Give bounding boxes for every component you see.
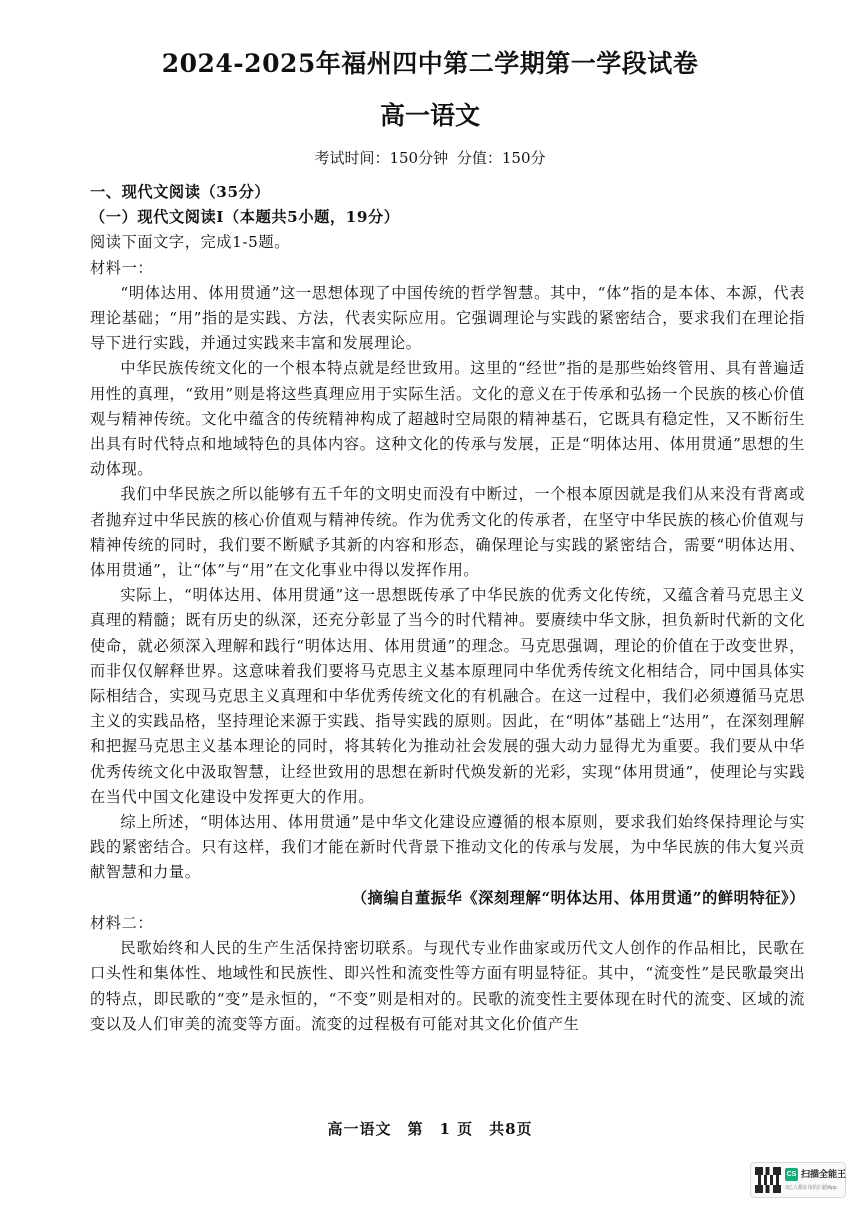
exam-time: 考试时间：150分钟 <box>314 149 449 167</box>
material1-paragraph-2: 中华民族传统文化的一个根本特点就是经世致用。这里的“经世”指的是那些始终管用、具有普遍适用性的真理，“致用”则是将这些真理应用于实际生活。文化的意义在于传承和弘扬一个民族的核心价值观与精神传统。文化中蕴含的传统精神构成了超越时空局限的精神基石，它既具有稳定性，又不断衍生出具有时代特点和地域特色的具体内容。这种文化的传承与发展，正是“明体达用、体用贯通”思想的生动体现。 <box>90 359 805 479</box>
scanner-watermark-badge <box>750 1162 846 1198</box>
section-instruction: 阅读下面文字，完成1-5题。 <box>90 233 290 252</box>
section-part-title: 一、现代文阅读（35分） <box>90 183 271 201</box>
material1-source: （摘编自董振华《深刻理解“明体达用、体用贯通”的鲜明特征》） <box>351 888 805 907</box>
exam-title: 2024-2025年福州四中第二学期第一学段试卷 <box>161 49 699 78</box>
scanner-app-slogan: 3亿人都在用的扫描App <box>785 1185 837 1191</box>
material1-paragraph-5: 综上所述，“明体达用、体用贯通”是中华文化建设应遵循的根本原则，要求我们始终保持理论与实践的紧密结合。只有这样，我们才能在新时代背景下推动文化的传承与发展，为中华民族的伟大复兴贡献智慧和力量。 <box>90 813 805 882</box>
exam-info <box>0 147 860 168</box>
section-sub-title: （一）现代文阅读Ⅰ（本题共5小题，19分） <box>90 208 400 227</box>
subject-title: 高一语文 <box>379 101 480 130</box>
material2-label: 材料二： <box>90 913 154 932</box>
material1-paragraph-3: 我们中华民族之所以能够有五千年的文明史而没有中断过，一个根本原因就是我们从来没有背离或者抛弃过中华民族的核心价值观与精神传统。作为优秀文化的传承者，在坚守中华民族的核心价值观与精神传统的同时，我们要不断赋予其新的内容和形态，确保理论与实践的紧密结合，需要“明体达用、体用贯通”，让“体”与“用”在文化事业中得以发挥作用。 <box>90 485 805 580</box>
material1-label: 材料一： <box>90 258 154 277</box>
material2-paragraph-1: 民歌始终和人民的生产生活保持密切联系。与现代专业作曲家或历代文人创作的作品相比，民歌在口头性和集体性、地域性和民族性、即兴性和流变性等方面有明显特征。其中，“流变性”是民歌最突出的特点，即民歌的“变”是永恒的，“不变”则是相对的。民歌的流变性主要体现在时代的流变、区域的流变以及人们审美的流变等方面。流变的过程极有可能对其文化价值产生 <box>90 939 805 1033</box>
exam-score: 分值：150分 <box>456 149 546 167</box>
exam-body <box>90 180 805 1037</box>
material1-paragraph-4: 实际上，“明体达用、体用贯通”这一思想既传承了中华民族的优秀文化传统，又蕴含着马克思主义真理的精髓；既有历史的纵深，还充分彰显了当今的时代精神。要赓续中华文脉，担负新时代新的文化使命，就必须深入理解和践行“明体达用、体用贯通”的理念。马克思强调，理论的价值在于改变世界，而非仅仅解释世界。这意味着我们要将马克思主义基本原理同中华优秀传统文化相结合，同中国具体实际相结合，实现马克思主义真理和中华优秀传统文化的有机融合。在这一过程中，我们必须遵循马克思主义的实践品格，坚持理论来源于实践、指导实践的原则。因此，在“明体”基础上“达用”，在深刻理解和把握马克思主义基本理论的同时，将其转化为推动社会发展的强大动力显得尤为重要。我们要从中华优秀传统文化中汲取智慧，让经世致用的思想在新时代焕发新的光彩，实现“体用贯通”，使理论与实践在当代中国文化建设中发挥更大的作用。 <box>90 586 805 806</box>
page-footer: 高一语文 第 1 页 共8页 <box>327 1120 533 1138</box>
qr-code-icon <box>755 1167 781 1193</box>
material1-paragraph-1: “明体达用、体用贯通”这一思想体现了中国传统的哲学智慧。其中，“体”指的是本体、本源，代表理论基础；“用”指的是实践、方法，代表实际应用。它强调理论与实践的紧密结合，要求我们在理论指导下进行实践，并通过实践来丰富和发展理论。 <box>90 283 805 353</box>
camscanner-logo: CS <box>785 1168 798 1181</box>
scanner-app-name: 扫描全能王 <box>801 1169 847 1179</box>
